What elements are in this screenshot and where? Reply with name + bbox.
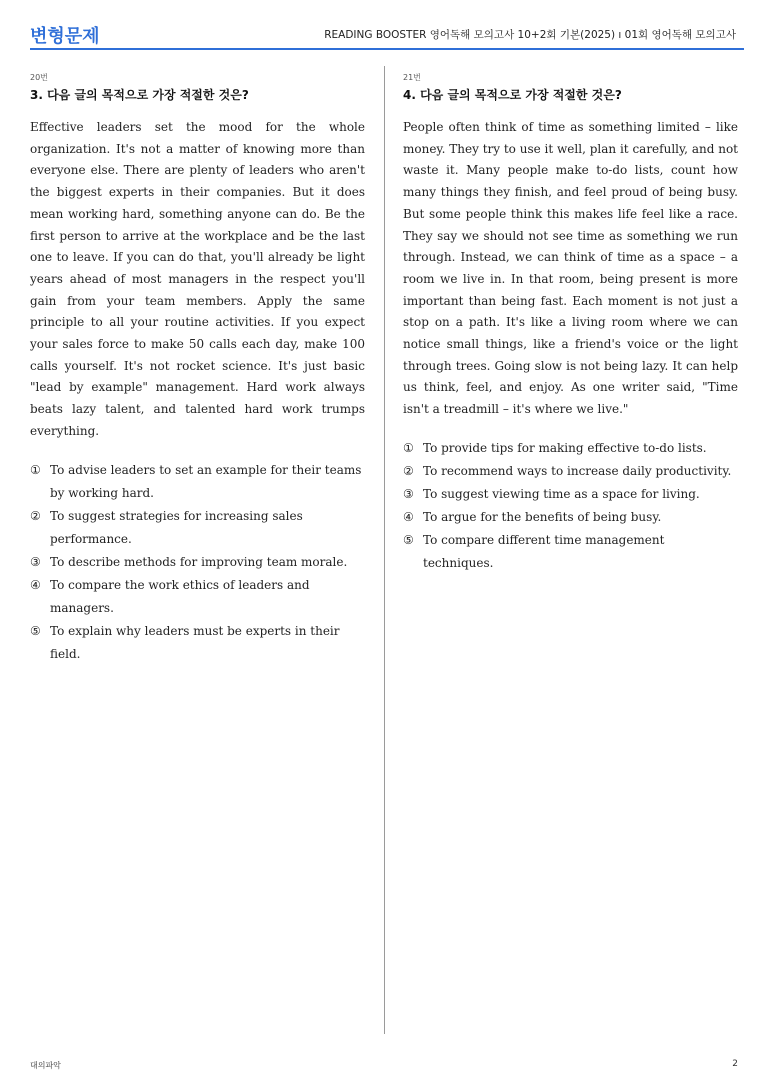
- answer-choice-1[interactable]: [403, 437, 738, 460]
- answer-choice-1[interactable]: [30, 459, 365, 505]
- choice-mark: ①: [403, 440, 414, 455]
- brand-title: 변형문제: [30, 26, 100, 47]
- question-block-4: [403, 72, 738, 575]
- choice-mark: ③: [30, 554, 41, 569]
- choice-text: To argue for the benefits of being busy.: [423, 509, 662, 524]
- choice-mark: ②: [403, 463, 414, 478]
- choice-mark: ⑤: [30, 623, 41, 638]
- choice-mark: ③: [403, 486, 414, 501]
- answer-choice-4[interactable]: [30, 574, 365, 620]
- source-number: 20번: [30, 73, 48, 82]
- answer-choices: [30, 459, 365, 666]
- choice-text: To provide tips for making effective to-do lists.: [423, 440, 707, 455]
- choice-mark: ⑤: [403, 532, 414, 547]
- answer-choice-2[interactable]: [403, 460, 738, 483]
- page-number: 2: [732, 1059, 738, 1069]
- answer-choice-3[interactable]: [30, 551, 365, 574]
- choice-mark: ②: [30, 508, 41, 523]
- choice-text: To recommend ways to increase daily productivity.: [423, 463, 732, 478]
- choice-text: To advise leaders to set an example for their teams by working hard.: [50, 462, 362, 500]
- choice-text: To explain why leaders must be experts in their field.: [50, 623, 340, 661]
- answer-choices: [403, 437, 738, 575]
- answer-choice-3[interactable]: [403, 483, 738, 506]
- choice-mark: ④: [30, 577, 41, 592]
- footer-section-label: 대의파악: [30, 1061, 61, 1070]
- choice-text: To compare the work ethics of leaders and managers.: [50, 577, 310, 615]
- column-divider: [384, 66, 385, 1034]
- question-passage: Effective leaders set the mood for the whole organization. It's not a matter of knowing more than everyone else. There are plenty of leaders who aren't the biggest experts in their companies. But it does mean working hard, something anyone can do. Be the first person to arrive at the workplace and be the last one to leave. If you can do that, you'll already be light years ahead of most managers in the respect you'll gain from your team members. Apply the same principle to all your routine activities. If you expect your sales force to make 50 calls each day, make 100 calls yourself. It's not rocket science. It's just basic "lead by example" management. Hard work always beats lazy talent, and talented hard work trumps everything.: [30, 120, 365, 438]
- source-number: 21번: [403, 73, 421, 82]
- question-block-3: [30, 72, 365, 666]
- choice-mark: ④: [403, 509, 414, 524]
- choice-text: To suggest strategies for increasing sales performance.: [50, 508, 303, 546]
- answer-choice-5[interactable]: [403, 529, 738, 575]
- question-passage: People often think of time as something limited – like money. They try to use it well, plan it carefully, and not waste it. Many people make to-do lists, count how many things they finish, and feel proud of being busy. But some people think this makes life feel like a race. They say we should not see time as something we run through. Instead, we can think of time as a space – a room we live in. In that room, being present is more important than being fast. Each moment is not just a stop on a path. It's like a living room where we can notice small things, like a friend's voice or the light through trees. Going slow is not being lazy. It can help us think, feel, and enjoy. As one writer said, "Time isn't a treadmill – it's where we live.": [403, 120, 738, 417]
- choice-mark: ①: [30, 462, 41, 477]
- page-header: [30, 20, 744, 50]
- choice-text: To compare different time management techniques.: [423, 532, 665, 570]
- book-title: READING BOOSTER 영어독해 모의고사 10+2회 기본(2025) ı 01회 영어독해 모의고사: [324, 29, 736, 41]
- question-prompt: 3. 다음 글의 목적으로 가장 적절한 것은?: [30, 88, 249, 102]
- answer-choice-2[interactable]: [30, 505, 365, 551]
- answer-choice-5[interactable]: [30, 620, 365, 666]
- choice-text: To describe methods for improving team morale.: [50, 554, 348, 569]
- question-prompt: 4. 다음 글의 목적으로 가장 적절한 것은?: [403, 88, 622, 102]
- answer-choice-4[interactable]: [403, 506, 738, 529]
- choice-text: To suggest viewing time as a space for living.: [423, 486, 700, 501]
